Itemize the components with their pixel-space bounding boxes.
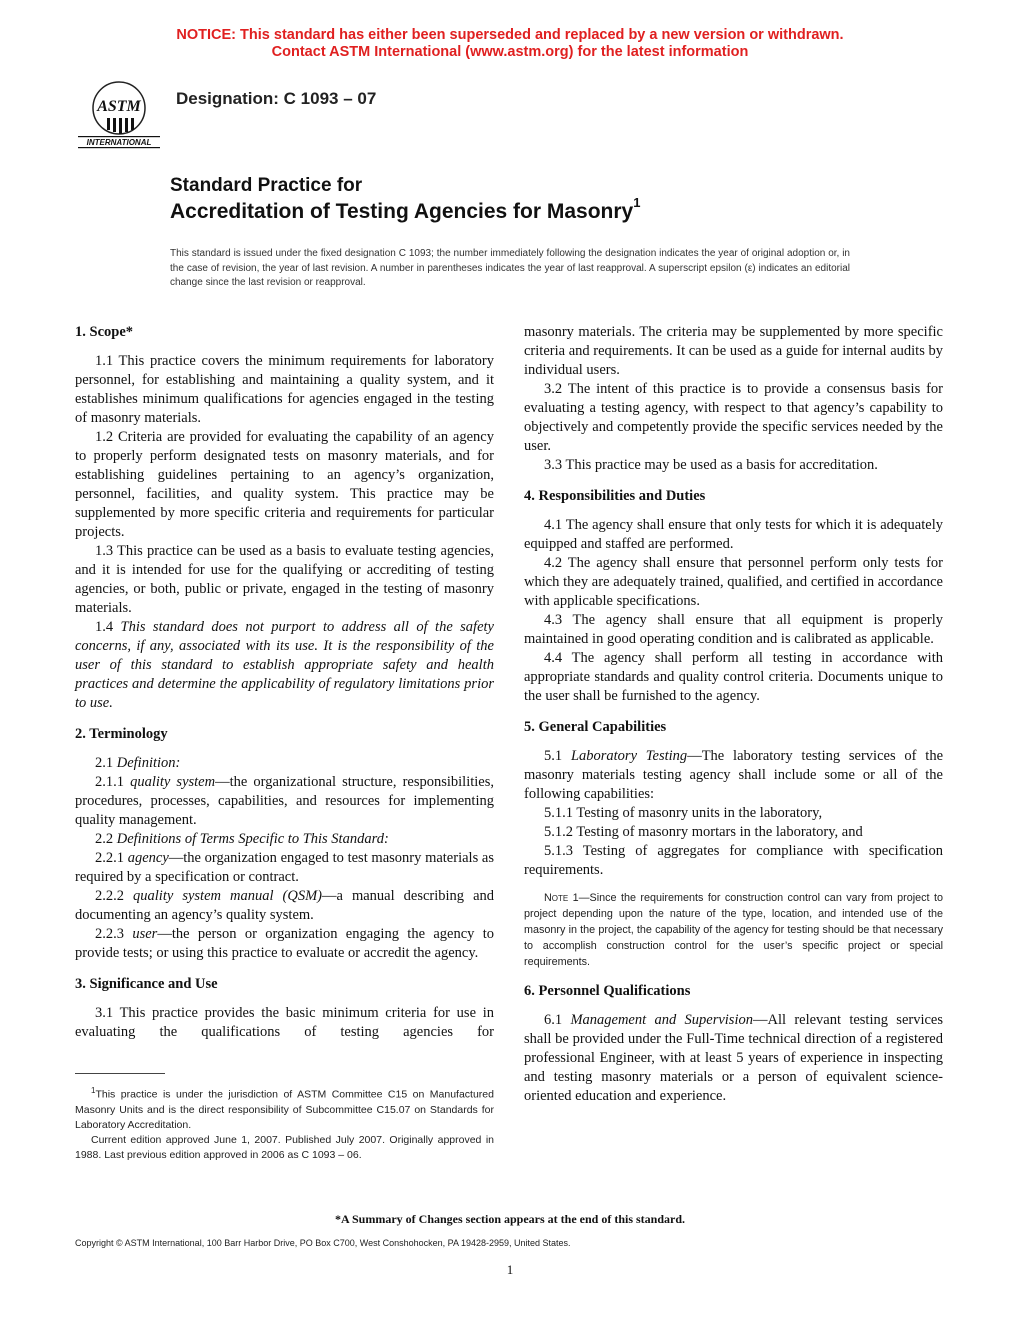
notice-line-1: NOTICE: This standard has either been superseded and replaced by a new version or withdrawn. [176, 27, 844, 43]
astm-logo [76, 78, 162, 150]
footnote-rule [75, 1073, 165, 1074]
para-3-1-start: 3.1 This practice provides the basic minimum criteria for use in evaluating the qualifications of testing agencies for [75, 1005, 494, 1040]
para-2-1 [75, 754, 494, 773]
para-3-2: 3.2 The intent of this practice is to provide a consensus basis for evaluating a testing agency, with respect to that agency’s capability to objectively and competently provide the specific services needed by the user. [524, 381, 943, 454]
footnote [75, 1083, 494, 1163]
para-2-2-3-num: 2.2.3 [95, 926, 133, 942]
para-2-1-1 [75, 773, 494, 830]
para-2-2-1 [75, 849, 494, 887]
para-2-1-1-term: quality system [130, 774, 216, 790]
para-1-4 [75, 618, 494, 713]
para-2-1-1-text: —the organizational structure, responsibilities, procedures, processes, capabilities, and resources for implementing quality management. [75, 774, 494, 828]
designation: Designation: C 1093 – 07 [176, 89, 377, 108]
footnote-mark: 1 [91, 1086, 96, 1095]
left-column [75, 323, 494, 1042]
para-2-1-1-num: 2.1.1 [95, 774, 131, 790]
logo-mark: ASTM [97, 98, 141, 115]
right-column [524, 323, 943, 1106]
section-1-title: 1. Scope* [75, 324, 133, 340]
para-3-1-cont: masonry materials. The criteria may be supplemented by more specific criteria and requirements. It can be used as a guide for internal audits by individual users. [524, 324, 943, 378]
notice-line-2: Contact ASTM International (www.astm.org) for the latest information [271, 44, 749, 60]
para-5-1 [524, 747, 943, 804]
section-6-title: 6. Personnel Qualifications [524, 983, 691, 999]
page-number: 1 [506, 1262, 514, 1277]
para-1-2: 1.2 Criteria are provided for evaluating the capability of an agency to properly perform designated tests on masonry materials, and for establishing guidelines pertaining to an agency’s organization, personnel, facilities, and quality system. This practice may be supplemented by more specific criteria and requirements for particular projects. [75, 429, 494, 540]
para-1-3: 1.3 This practice can be used as a basis to evaluate testing agencies, and it is intended for use for the qualifying or accrediting of testing agencies, or both, public or private, engaged in the testing of masonry materials. [75, 543, 494, 616]
para-5-1-3: 5.1.3 Testing of aggregates for compliance with specification requirements. [524, 843, 943, 878]
para-5-1-text: —The laboratory testing services of the masonry materials testing agency shall include some or all of the following capabilities: [524, 748, 944, 802]
preface: This standard is issued under the fixed designation C 1093; the number immediately following the designation indicates the year of original adoption or, in the case of revision, the year of last revision. A number in parentheses indicates the year of last reapproval. A superscript epsilon (ε) indicates an editorial change since the last revision or reapproval. [170, 248, 850, 288]
title-line-1: Standard Practice for [170, 175, 363, 196]
para-2-2-3-text: —the person or organization engaging the agency to provide tests; or using this practice to evaluate or accredit the agency. [75, 926, 494, 961]
note-1-label: Note 1 [544, 892, 579, 904]
withdrawal-notice [0, 27, 1020, 61]
title-text: Accreditation of Testing Agencies for Masonry [170, 200, 634, 223]
para-6-1-term: Management and Supervision [570, 1012, 753, 1028]
title-footnote-mark: 1 [633, 195, 641, 210]
para-2-2-1-num: 2.2.1 [95, 850, 128, 866]
para-4-4: 4.4 The agency shall perform all testing in accordance with appropriate standards and quality control criteria. Documents unique to the user shall be furnished to the agency. [524, 650, 943, 704]
para-4-3: 4.3 The agency shall ensure that all equipment is properly maintained in good operating condition and is calibrated as applicable. [524, 612, 943, 647]
note-1 [524, 890, 943, 970]
footnote-1-text: This practice is under the jurisdiction of ASTM Committee C15 on Manufactured Masonry Units and is the direct responsibility of Subcommittee C15.07 on Standards for Laboratory Accreditation. [75, 1088, 494, 1131]
para-3-3: 3.3 This practice may be used as a basis for accreditation. [544, 457, 878, 473]
para-2-2-2-text: —a manual describing and documenting an agency’s quality system. [75, 888, 495, 923]
para-4-1: 4.1 The agency shall ensure that only tests for which it is adequately equipped and staffed are performed. [524, 517, 943, 552]
title-line-2 [170, 195, 641, 224]
para-1-4-text: This standard does not purport to address all of the safety concerns, if any, associated with its use. It is the responsibility of the user of this standard to establish appropriate safety and health practices and determine the applicability of regulatory limitations prior to use. [75, 619, 494, 711]
para-2-2-num: 2.2 [95, 831, 117, 847]
para-2-2 [75, 830, 494, 849]
note-1-text: —Since the requirements for construction control can vary from project to project depending upon the nature of the type, location, and intended use of the masonry in the project, the capability of the agency for testing should be that necessary to accomplish construction control for the user’s specific project or special requirements. [524, 892, 943, 968]
section-4-title: 4. Responsibilities and Duties [524, 488, 706, 504]
para-4-2: 4.2 The agency shall ensure that personnel perform only tests for which they are adequately trained, qualified, and certified in accordance with applicable specifications. [524, 555, 943, 609]
summary-of-changes-note: *A Summary of Changes section appears at the end of this standard. [334, 1212, 686, 1226]
para-2-2-1-text: —the organization engaged to test masonry materials as required by a specification or contract. [75, 850, 494, 885]
para-2-1-text: Definition: [116, 755, 181, 771]
para-5-1-2: 5.1.2 Testing of masonry mortars in the laboratory, and [544, 824, 863, 840]
logo-text: INTERNATIONAL [86, 138, 152, 147]
para-5-1-num: 5.1 [544, 748, 571, 764]
para-2-2-2-num: 2.2.2 [95, 888, 134, 904]
copyright: Copyright © ASTM International, 100 Barr Harbor Drive, PO Box C700, West Conshohocken, PA 19428-2959, United States. [75, 1238, 571, 1248]
footnote-2: Current edition approved June 1, 2007. Published July 2007. Originally approved in 1988. Last previous edition approved in 2006 as C 1093 – 06. [75, 1133, 494, 1161]
section-3-title: 3. Significance and Use [75, 976, 218, 992]
para-6-1-text: —All relevant testing services shall be provided under the Full-Time technical direction of a registered professional Engineer, with at least 5 years of experience in inspecting and testing masonry materials or a person of equivalent science-oriented education and experience. [524, 1012, 944, 1104]
para-2-1-num: 2.1 [95, 755, 117, 771]
section-5-title: 5. General Capabilities [524, 719, 667, 735]
para-6-1-num: 6.1 [544, 1012, 571, 1028]
para-2-2-1-term: agency [127, 850, 169, 866]
para-2-2-2-term: quality system manual (QSM) [133, 888, 322, 904]
section-2-title: 2. Terminology [75, 726, 168, 742]
para-5-1-1: 5.1.1 Testing of masonry units in the laboratory, [544, 805, 823, 821]
para-1-1: 1.1 This practice covers the minimum requirements for laboratory personnel, for establishing and maintaining a quality system, and it establishes minimum qualifications for agencies engaged in the testing of masonry materials. [75, 353, 494, 426]
para-5-1-term: Laboratory Testing [570, 748, 688, 764]
para-2-2-text: Definitions of Terms Specific to This Standard: [116, 831, 389, 847]
para-2-2-2 [75, 887, 494, 925]
para-6-1 [524, 1011, 943, 1106]
para-1-4-num: 1.4 [95, 619, 121, 635]
para-2-2-3-term: user [132, 926, 158, 942]
footnote-1 [75, 1083, 494, 1133]
para-2-2-3 [75, 925, 494, 963]
